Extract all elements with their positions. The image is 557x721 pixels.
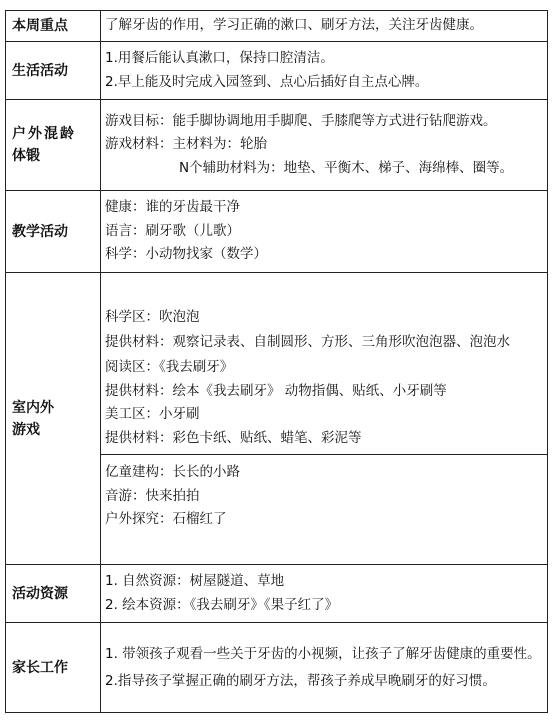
table-row [6, 11, 548, 42]
parents-line: 2.指导孩子掌握正确的刷牙方法，帮孩子养成早晚刷牙的好习惯。 [105, 672, 496, 689]
games-line: 户外探究：石榴红了 [105, 511, 227, 527]
games-line: 提供材料：绘本《我去刷牙》 动物指偶、贴纸、小牙刷等 [105, 382, 447, 399]
table-row [6, 42, 548, 100]
table-row [6, 565, 548, 623]
outdoor-label-line: 体锻 [12, 148, 40, 164]
row-label-daily-life: 生活活动 [6, 42, 101, 100]
row-content-outdoor-exercise [101, 100, 548, 191]
row-content-teaching [101, 191, 548, 273]
games-label-line: 游戏 [12, 421, 40, 438]
row-content-focus [101, 11, 548, 42]
row-label-resources: 活动资源 [6, 565, 101, 623]
teaching-line: 语言：刷牙歌（儿歌） [105, 222, 240, 239]
weekly-plan-table [5, 10, 548, 713]
daily-life-line: 2.早上能及时完成入园签到、点心后插好自主点心牌。 [105, 73, 429, 90]
outdoor-line: 游戏目标：能手脚协调地用手脚爬、手膝爬等方式进行钻爬游戏。 [105, 112, 497, 129]
games-line: 提供材料：观察记录表、自制圆形、方形、三角形吹泡泡器、泡泡水 [105, 334, 510, 350]
row-label-outdoor-exercise [6, 100, 101, 191]
focus-line: 了解牙齿的作用，学习正确的漱口、刷牙方法，关注牙齿健康。 [105, 17, 483, 34]
row-label-games [6, 273, 101, 565]
row-content-parents [101, 623, 548, 713]
games-line: 音游：快来拍拍 [105, 487, 200, 504]
row-content-games [101, 273, 548, 565]
daily-life-line: 1.用餐后能认真漱口，保持口腔清洁。 [105, 50, 334, 66]
row-label-parents: 家长工作 [6, 623, 101, 713]
outdoor-label-line: 户外混龄 [12, 126, 76, 142]
games-line: 提供材料：彩色卡纸、贴纸、蜡笔、彩泥等 [105, 429, 362, 446]
row-content-daily-life [101, 42, 548, 100]
games-line: 美工区：小牙刷 [105, 406, 200, 422]
outdoor-line: 游戏材料：主材料为：轮胎 [105, 136, 267, 153]
games-line: 科学区：吹泡泡 [105, 308, 200, 325]
resources-line: 2. 绘本资源：《我去刷牙》《果子红了》 [105, 596, 339, 613]
row-label-teaching: 教学活动 [6, 191, 101, 273]
table-row [6, 623, 548, 713]
games-block-areas [105, 306, 543, 455]
row-label-focus: 本周重点 [6, 11, 101, 42]
outdoor-line: N个辅助材料为：地垫、平衡木、梯子、海绵棒、圈等。 [179, 159, 514, 176]
weekly-plan-sheet [5, 10, 548, 713]
table-row [6, 273, 548, 565]
games-label-line: 室内外 [12, 399, 54, 416]
games-line: 亿童建构：长长的小路 [105, 464, 240, 480]
table-row [6, 191, 548, 273]
games-block-other [105, 455, 543, 532]
teaching-line: 健康：谁的牙齿最干净 [105, 199, 240, 216]
row-content-resources [101, 565, 548, 623]
games-line: 阅读区：《我去刷牙》 [105, 359, 234, 375]
parents-line: 1. 带领孩子观看一些关于牙齿的小视频，让孩子了解牙齿健康的重要性。 [105, 645, 541, 662]
table-row [6, 100, 548, 191]
teaching-line: 科学：小动物找家（数学） [105, 246, 267, 263]
resources-line: 1. 自然资源：树屋隧道、草地 [105, 573, 285, 589]
